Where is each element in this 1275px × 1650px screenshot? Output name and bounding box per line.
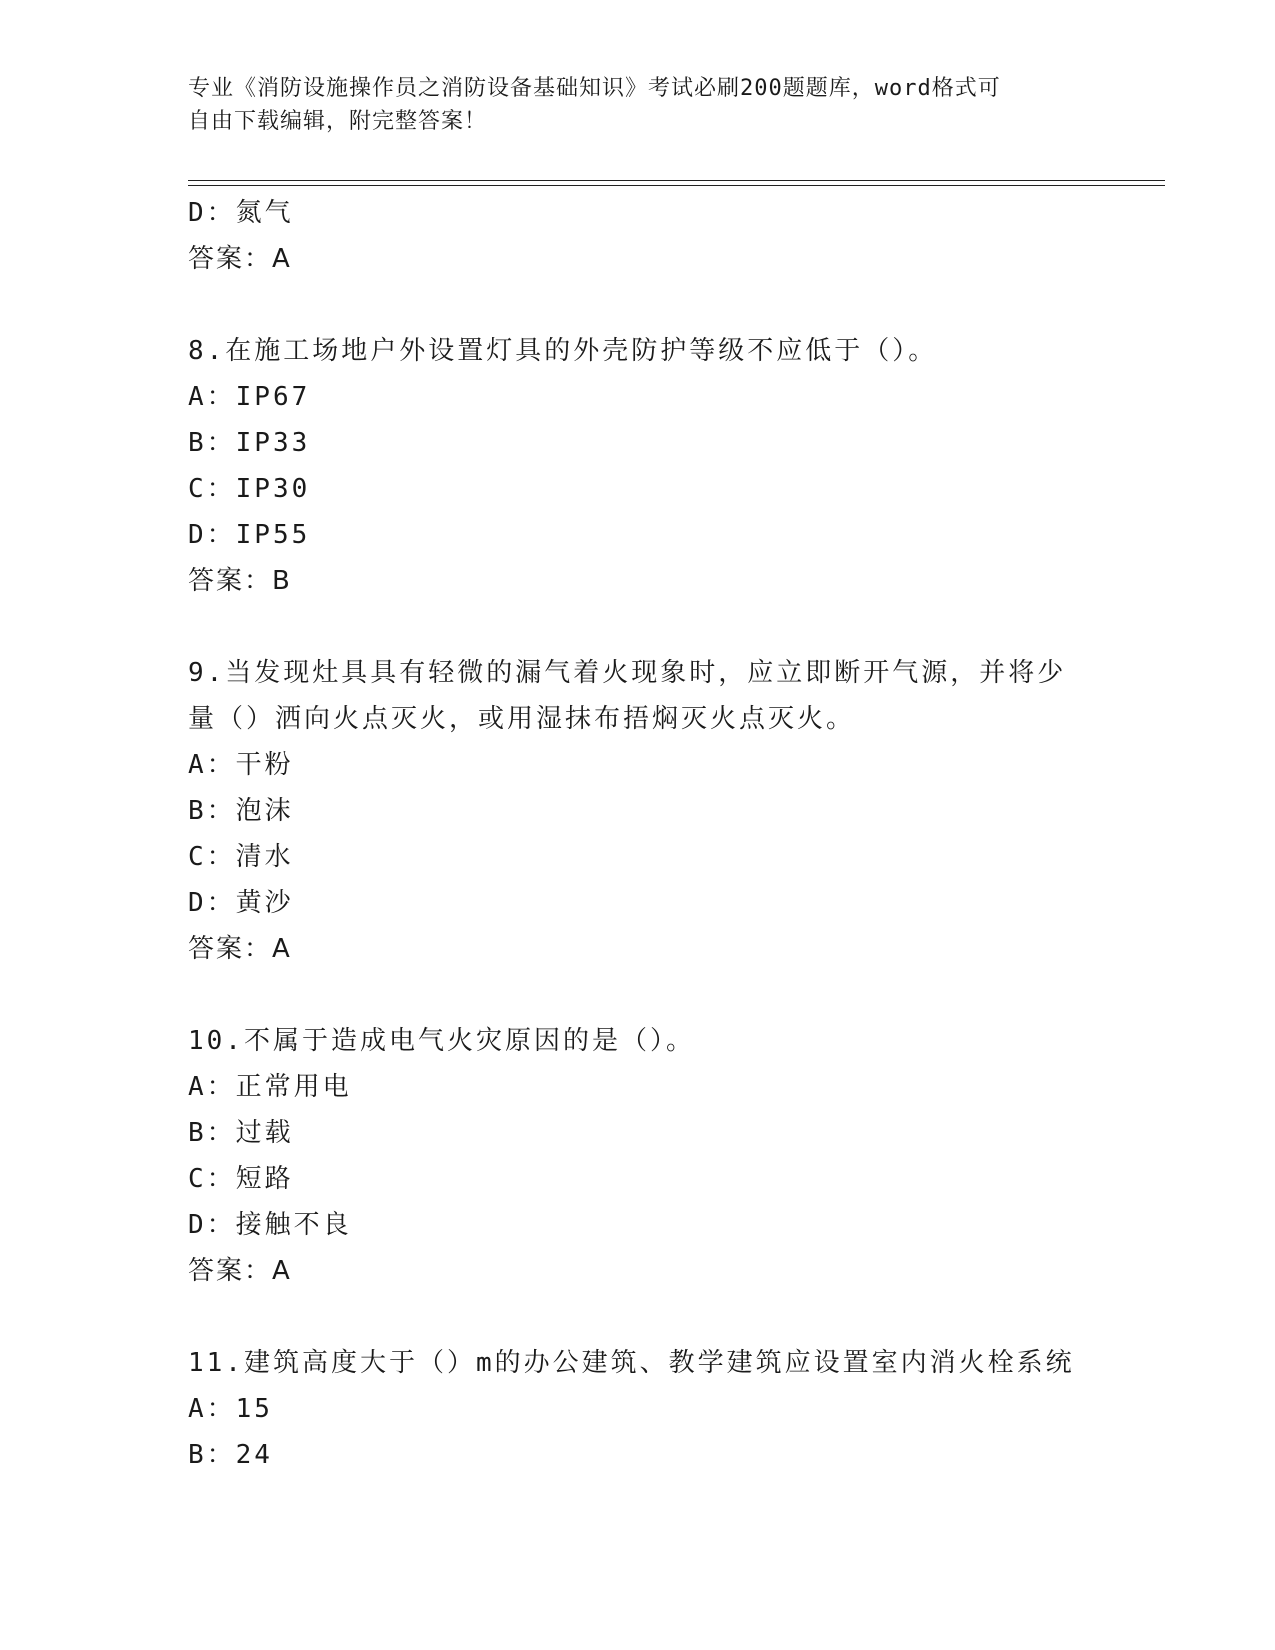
answer: 答案：B [188, 566, 292, 596]
question-8 [188, 328, 1088, 604]
option-c: C：清水 [188, 842, 294, 872]
question-text: 11.建筑高度大于（）m的办公建筑、教学建筑应设置室内消火栓系统 [188, 1348, 1075, 1378]
question-text: 10.不属于造成电气火灾原因的是（）。 [188, 1026, 695, 1056]
option-b: B：泡沫 [188, 796, 294, 826]
prev-answer: 答案：A [188, 244, 292, 274]
spacer [188, 604, 1088, 650]
option-a: A：IP67 [188, 382, 311, 412]
answer: 答案：A [188, 1256, 292, 1286]
option-b: B：过载 [188, 1118, 294, 1148]
answer: 答案：A [188, 934, 292, 964]
spacer [188, 282, 1088, 328]
option-d: D：接触不良 [188, 1210, 352, 1240]
option-a: A：干粉 [188, 750, 294, 780]
question-9 [188, 650, 1088, 972]
question-text: 8.在施工场地户外设置灯具的外壳防护等级不应低于（）。 [188, 336, 938, 366]
document-body [188, 190, 1088, 1478]
spacer [188, 972, 1088, 1018]
header-rule-top [188, 180, 1165, 181]
question-text-line-1: 9.当发现灶具具有轻微的漏气着火现象时，应立即断开气源，并将少 [188, 658, 1067, 688]
option-c: C：IP30 [188, 474, 311, 504]
prev-option-d: D：氮气 [188, 198, 294, 228]
option-d: D：IP55 [188, 520, 311, 550]
option-b: B：IP33 [188, 428, 311, 458]
question-11 [188, 1340, 1088, 1478]
header-line-2: 自由下载编辑，附完整答案！ [188, 109, 488, 134]
question-text-line-2: 量（）洒向火点灭火，或用湿抹布捂焖灭火点灭火。 [188, 704, 856, 734]
document-header [188, 72, 1078, 138]
option-d: D：黄沙 [188, 888, 294, 918]
option-a: A：正常用电 [188, 1072, 352, 1102]
question-10 [188, 1018, 1088, 1294]
option-b: B：24 [188, 1440, 273, 1470]
option-c: C：短路 [188, 1164, 294, 1194]
option-a: A：15 [188, 1394, 273, 1424]
header-rule-bottom [188, 185, 1165, 186]
header-line-1: 专业《消防设施操作员之消防设备基础知识》考试必刷200题题库，word格式可 [188, 76, 1001, 101]
spacer [188, 1294, 1088, 1340]
